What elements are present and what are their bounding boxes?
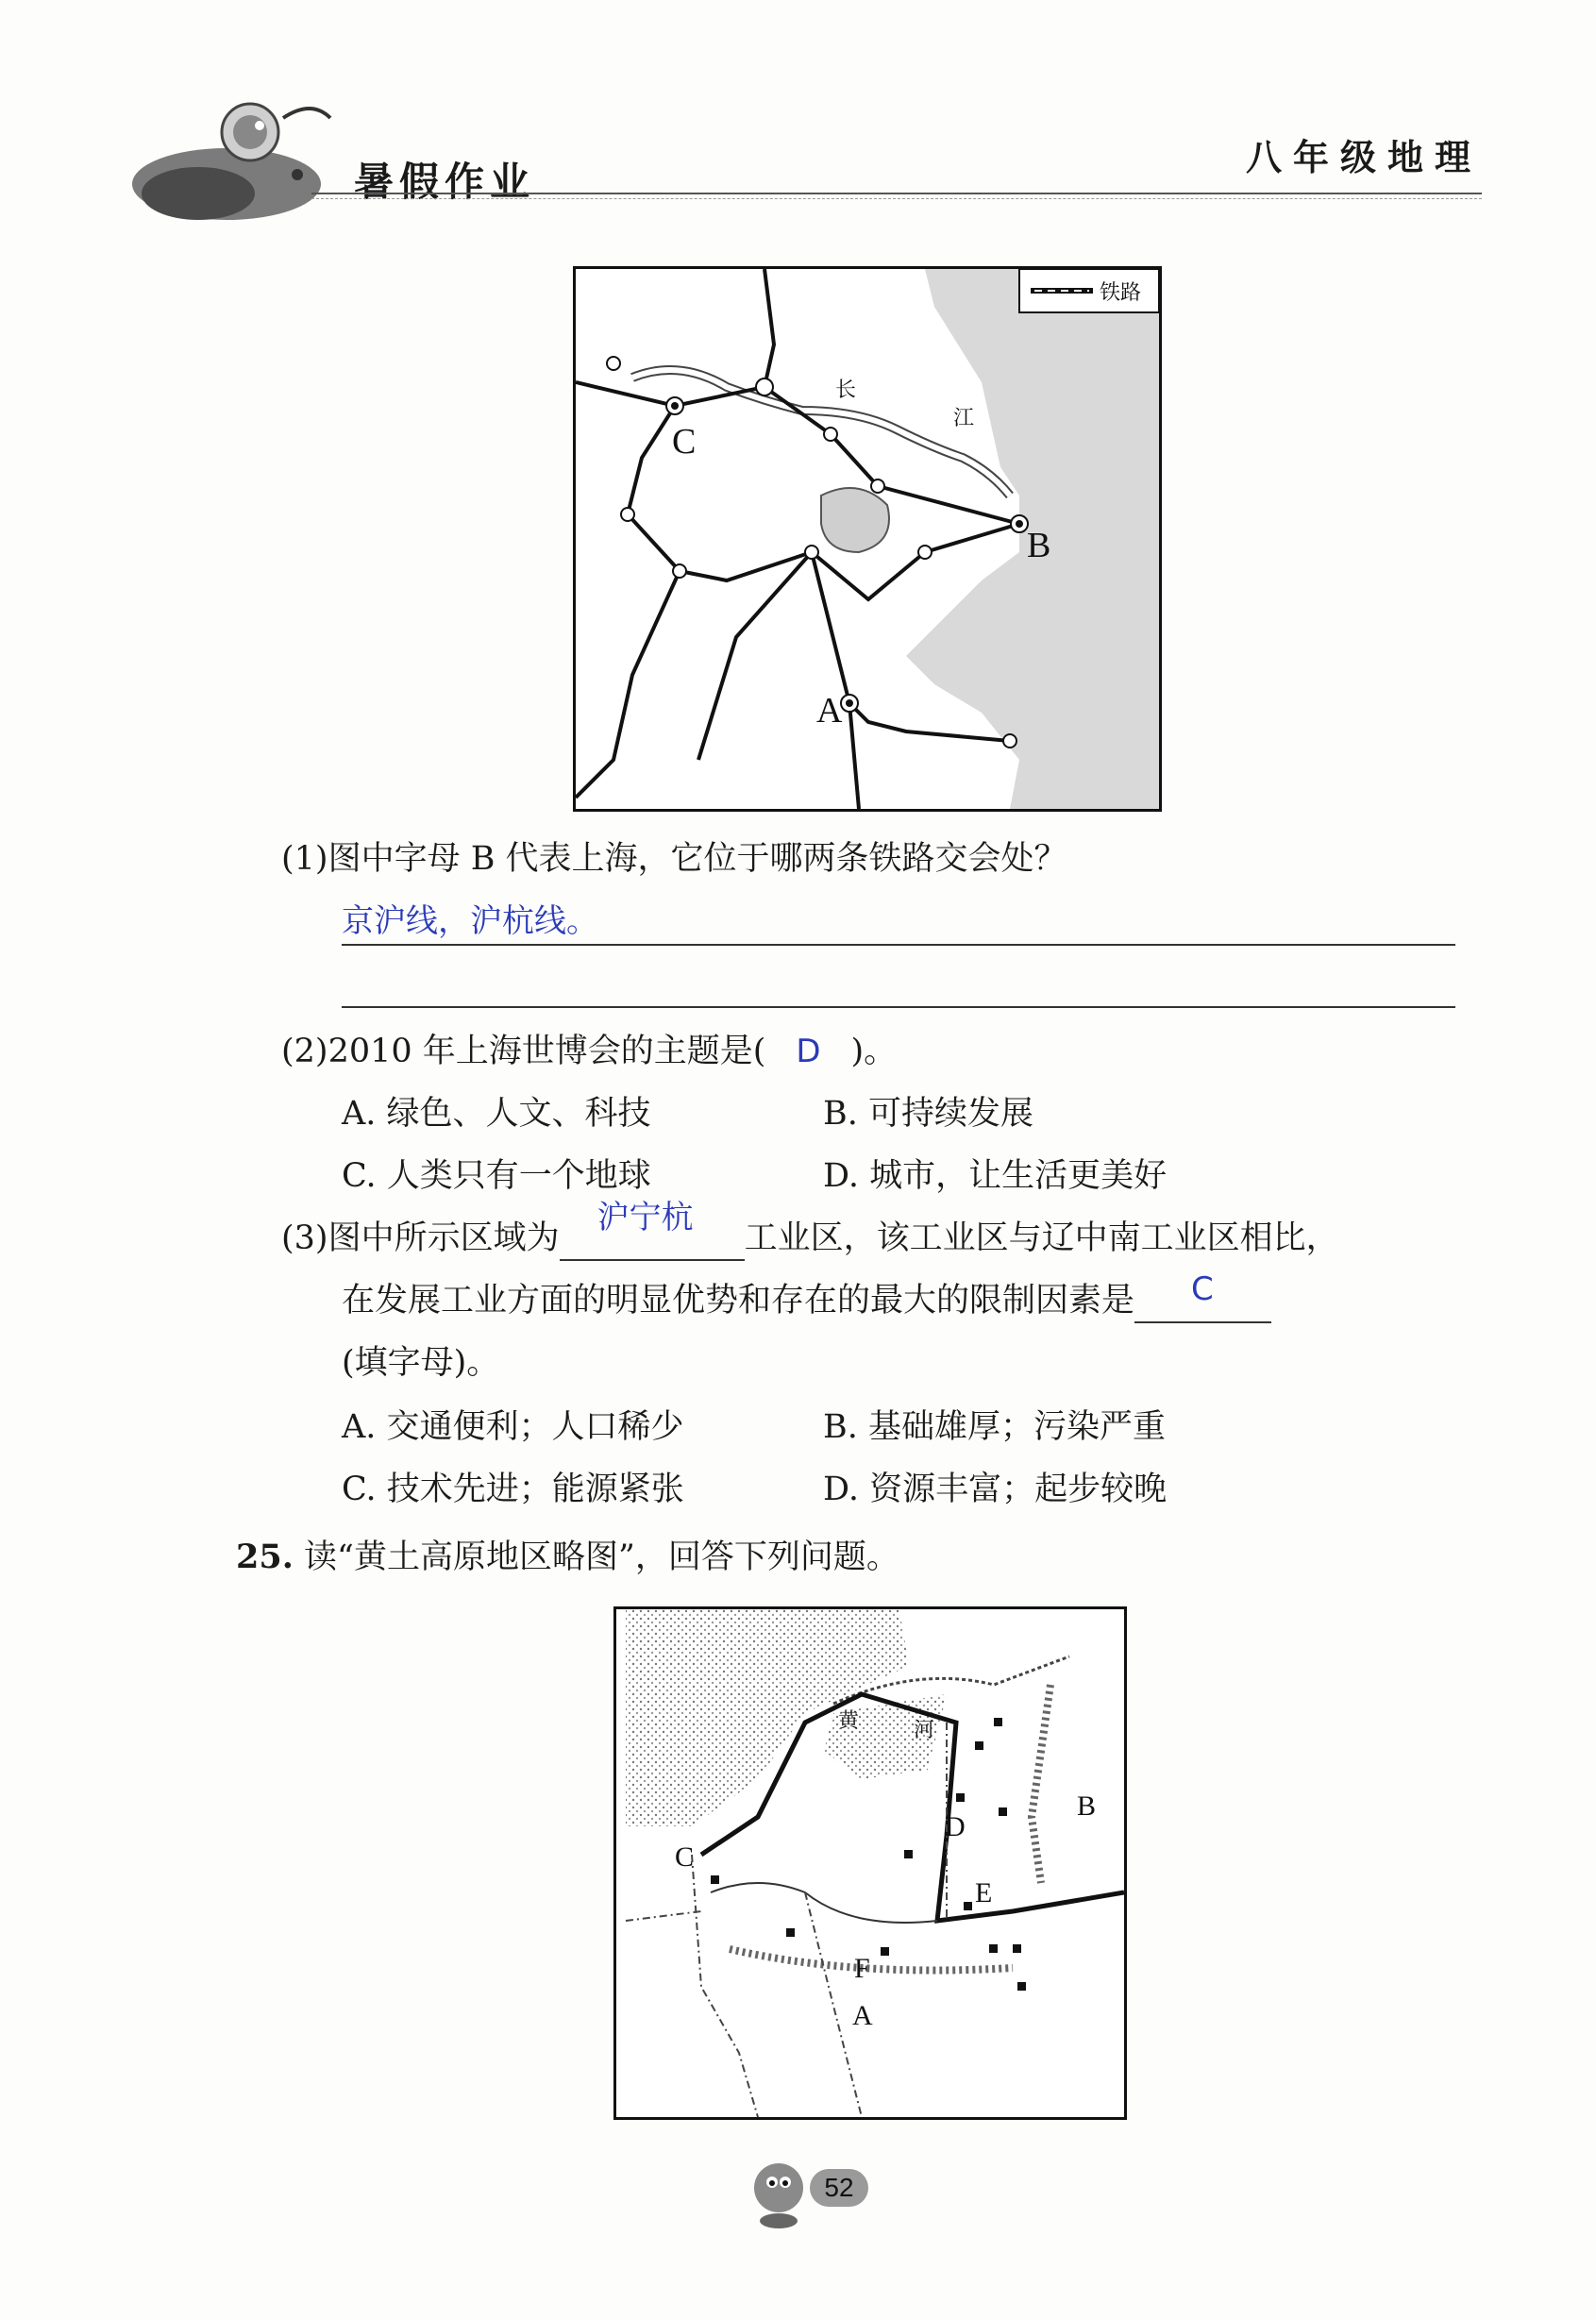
map2-label-c: C [675, 1841, 695, 1873]
header-title: 暑假作业 [354, 159, 536, 205]
railway-map-drawing [576, 269, 1159, 809]
railway-map [573, 266, 1162, 812]
q2-question: (2)2010 年上海世博会的主题是( D )。 [281, 1033, 898, 1070]
q2-option-a: A. 绿色、人文、科技 [342, 1095, 651, 1133]
legend-label: 铁路 [1100, 280, 1142, 304]
map2-label-b: B [1077, 1790, 1097, 1822]
q1-answer: 京沪线，沪杭线。 [342, 902, 598, 940]
q3-option-b: B. 基础雄厚；污染严重 [823, 1408, 1166, 1446]
q3-line-1: (3)图中所示区域为 沪宁杭 工业区，该工业区与辽中南工业区相比， [281, 1218, 1339, 1261]
loess-plateau-map-drawing [616, 1609, 1124, 2117]
map2-label-river2: 河 [914, 1719, 935, 1742]
q1-question: (1)图中字母 B 代表上海，它位于哪两条铁路交会处？ [281, 840, 1067, 878]
taihu-lake [821, 488, 889, 552]
map1-label-c: C [672, 422, 697, 462]
q3-option-a: A. 交通便利；人口稀少 [342, 1408, 684, 1446]
q2-option-c: C. 人类只有一个地球 [342, 1157, 651, 1195]
page-number: 52 [810, 2169, 868, 2207]
q3-option-d: D. 资源丰富；起步较晚 [823, 1471, 1168, 1508]
mountain-range [1032, 1685, 1050, 1883]
mountain-range-2 [730, 1949, 1013, 1971]
q3-line-2: 在发展工业方面的明显优势和存在的最大的限制因素是 C [342, 1280, 1271, 1323]
q2-option-d: D. 城市，让生活更美好 [823, 1157, 1168, 1195]
header-divider-dashed [311, 198, 1482, 199]
map1-label-b: B [1027, 526, 1051, 565]
map2-label-e: E [975, 1877, 993, 1908]
map1-label-river2: 江 [953, 407, 975, 430]
q1-answer-line-1 [342, 944, 1455, 946]
header-subject: 八年级地理 [1246, 136, 1483, 178]
q25-heading: 25. 读“黄土高原地区略图”，回答下列问题。 [236, 1538, 899, 1576]
q3-answer-1: 沪宁杭 [596, 1199, 694, 1236]
q2-option-b: B. 可持续发展 [823, 1095, 1033, 1133]
railway-lines [576, 269, 1019, 809]
q3-answer-2: C [1191, 1270, 1214, 1308]
q3-option-c: C. 技术先进；能源紧张 [342, 1471, 684, 1508]
mascot-logo [123, 90, 340, 231]
map2-label-a: A [852, 2000, 873, 2031]
loess-plateau-map [613, 1606, 1127, 2120]
map1-label-a: A [816, 691, 843, 731]
map1-label-river1: 长 [835, 378, 857, 402]
q1-answer-line-2 [342, 1006, 1455, 1008]
q3-line-3: (填字母)。 [342, 1344, 500, 1382]
map2-label-river1: 黄 [838, 1709, 860, 1733]
header-divider [311, 193, 1482, 194]
map2-label-d: D [945, 1811, 966, 1842]
q2-answer: D [796, 1033, 821, 1070]
map2-label-f: F [854, 1953, 870, 1984]
